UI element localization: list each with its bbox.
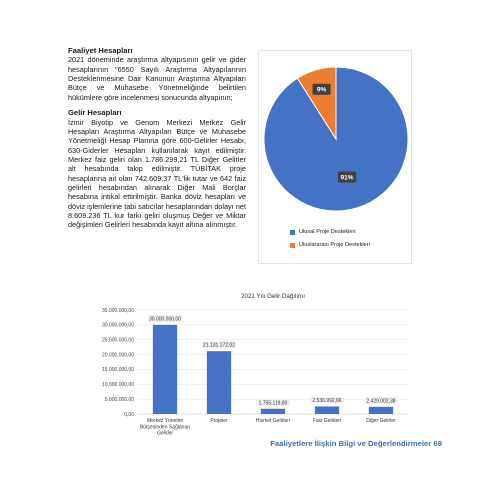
bar-value-label [256,399,290,407]
legend-swatch [290,230,295,235]
y-tick-label: 25.000.000,00 [102,337,134,344]
y-tick-label: 15.000.000,00 [102,367,134,374]
y-tick-label: 35.000.000,00 [102,307,134,314]
svg-text:9%: 9% [316,86,327,94]
bar-4 [369,407,393,414]
bar-chart [68,286,412,446]
svg-text:21.131.172,02: 21.131.172,02 [203,342,235,349]
svg-text:2.536.992,66: 2.536.992,66 [312,397,342,404]
bar-2 [261,409,285,414]
legend-label: Ulusal Proje Destekleri [299,229,356,235]
gelir-paragraph: İzmir Biyotip ve Genom Merkezi Merkez Gelir Hesapları Araştırma Altyapıları Bütçe ve Muhasebe Yönetmeliği Hesap Planına göre 600-Gelirler Hesabı, 630-Giderler Hesapları kullanılarak kayıt edilmiştir. Merkez faiz geliri olan 1.786.299,21 TL Diğer Gelirler alt hesabında takip edilmiştir. TÜBİTAK proje hesaplarına ait olan 742.609,37 TL'lik tutar ve 642 faiz gelirleri hesabından alınarak Diğer Mali Borçlar hesabına intikal ettirilmiştir. Banka döviz hesapları ve döviz işlemlerine tabi satıcılar hesaplarından dolayı net 8.609.236 TL kur farkı geliri oluşmuş Değer ve Miktar değişimleri Gelirleri hesabında kayıt altına alınmıştır. [68,117,246,230]
x-category-label: Diğer Gelirler [366,418,396,424]
y-tick-label: 10.000.000,00 [102,382,134,389]
bar-value-label [148,315,182,323]
bar-value-label [202,341,236,349]
text-column [68,46,246,230]
svg-text:2.429.002,38: 2.429.002,38 [366,398,396,405]
pie-label-uluslararasi [313,84,331,95]
x-category-label: Projeler [210,418,228,424]
y-tick-label: 30.000.000,00 [102,322,134,329]
x-category-label: Hizmet Gelirleri [255,418,291,424]
bar-value-label [364,397,398,405]
y-tick-label: 20.000.000,00 [102,352,134,359]
x-category-label: Bütçesinden Sağlanan [139,424,191,431]
svg-text:1.755.119,80: 1.755.119,80 [258,400,288,407]
svg-text:30.000.000,00: 30.000.000,00 [149,316,181,323]
bar-value-label [310,396,344,404]
legend-item-uluslararasi [290,242,370,249]
pie-legend [290,229,370,255]
bar-1 [207,351,231,414]
legend-swatch [290,243,295,248]
page-number: 69 [433,439,442,448]
page-footer [270,439,442,448]
bar-3 [315,406,339,414]
svg-text:91%: 91% [340,174,354,182]
bar-chart-title: 2021 Yılı Gelir Dağılımı [241,293,305,300]
x-category-label: Faiz Gelirleri [312,418,342,424]
legend-label: Uluslararası Proje Destekleri [299,242,370,248]
faaliyet-heading: Faaliyet Hesapları [68,46,133,55]
x-category-label: Gelirler [156,430,174,437]
bar-0 [153,325,177,414]
y-tick-label: 5.000.000,00 [104,396,134,403]
faaliyet-paragraph: 2021 döneminde araştırma altyapısının gelir ve gider hesaplarının "6550 Sayılı Araştırma Altyapılarının Desteklenmesine Dair Kanunun Araştırma Altyapıları Bütçe ve Muhasebe Yönetmeliğinde belirtilen hükümlere göre incelenmesi sonucunda altyapının; [68,55,246,102]
pie-chart-panel [258,50,412,264]
footer-text: Faaliyetlere İlişkin Bilgi ve Değerlendirmeler [270,439,432,448]
legend-item-ulusal [290,229,370,236]
x-category-label: Merkez Yönetim [146,418,184,424]
gelir-heading: Gelir Hesapları [68,108,122,118]
y-tick-label: 0,00 [124,411,134,418]
pie-label-ulusal [338,172,356,183]
